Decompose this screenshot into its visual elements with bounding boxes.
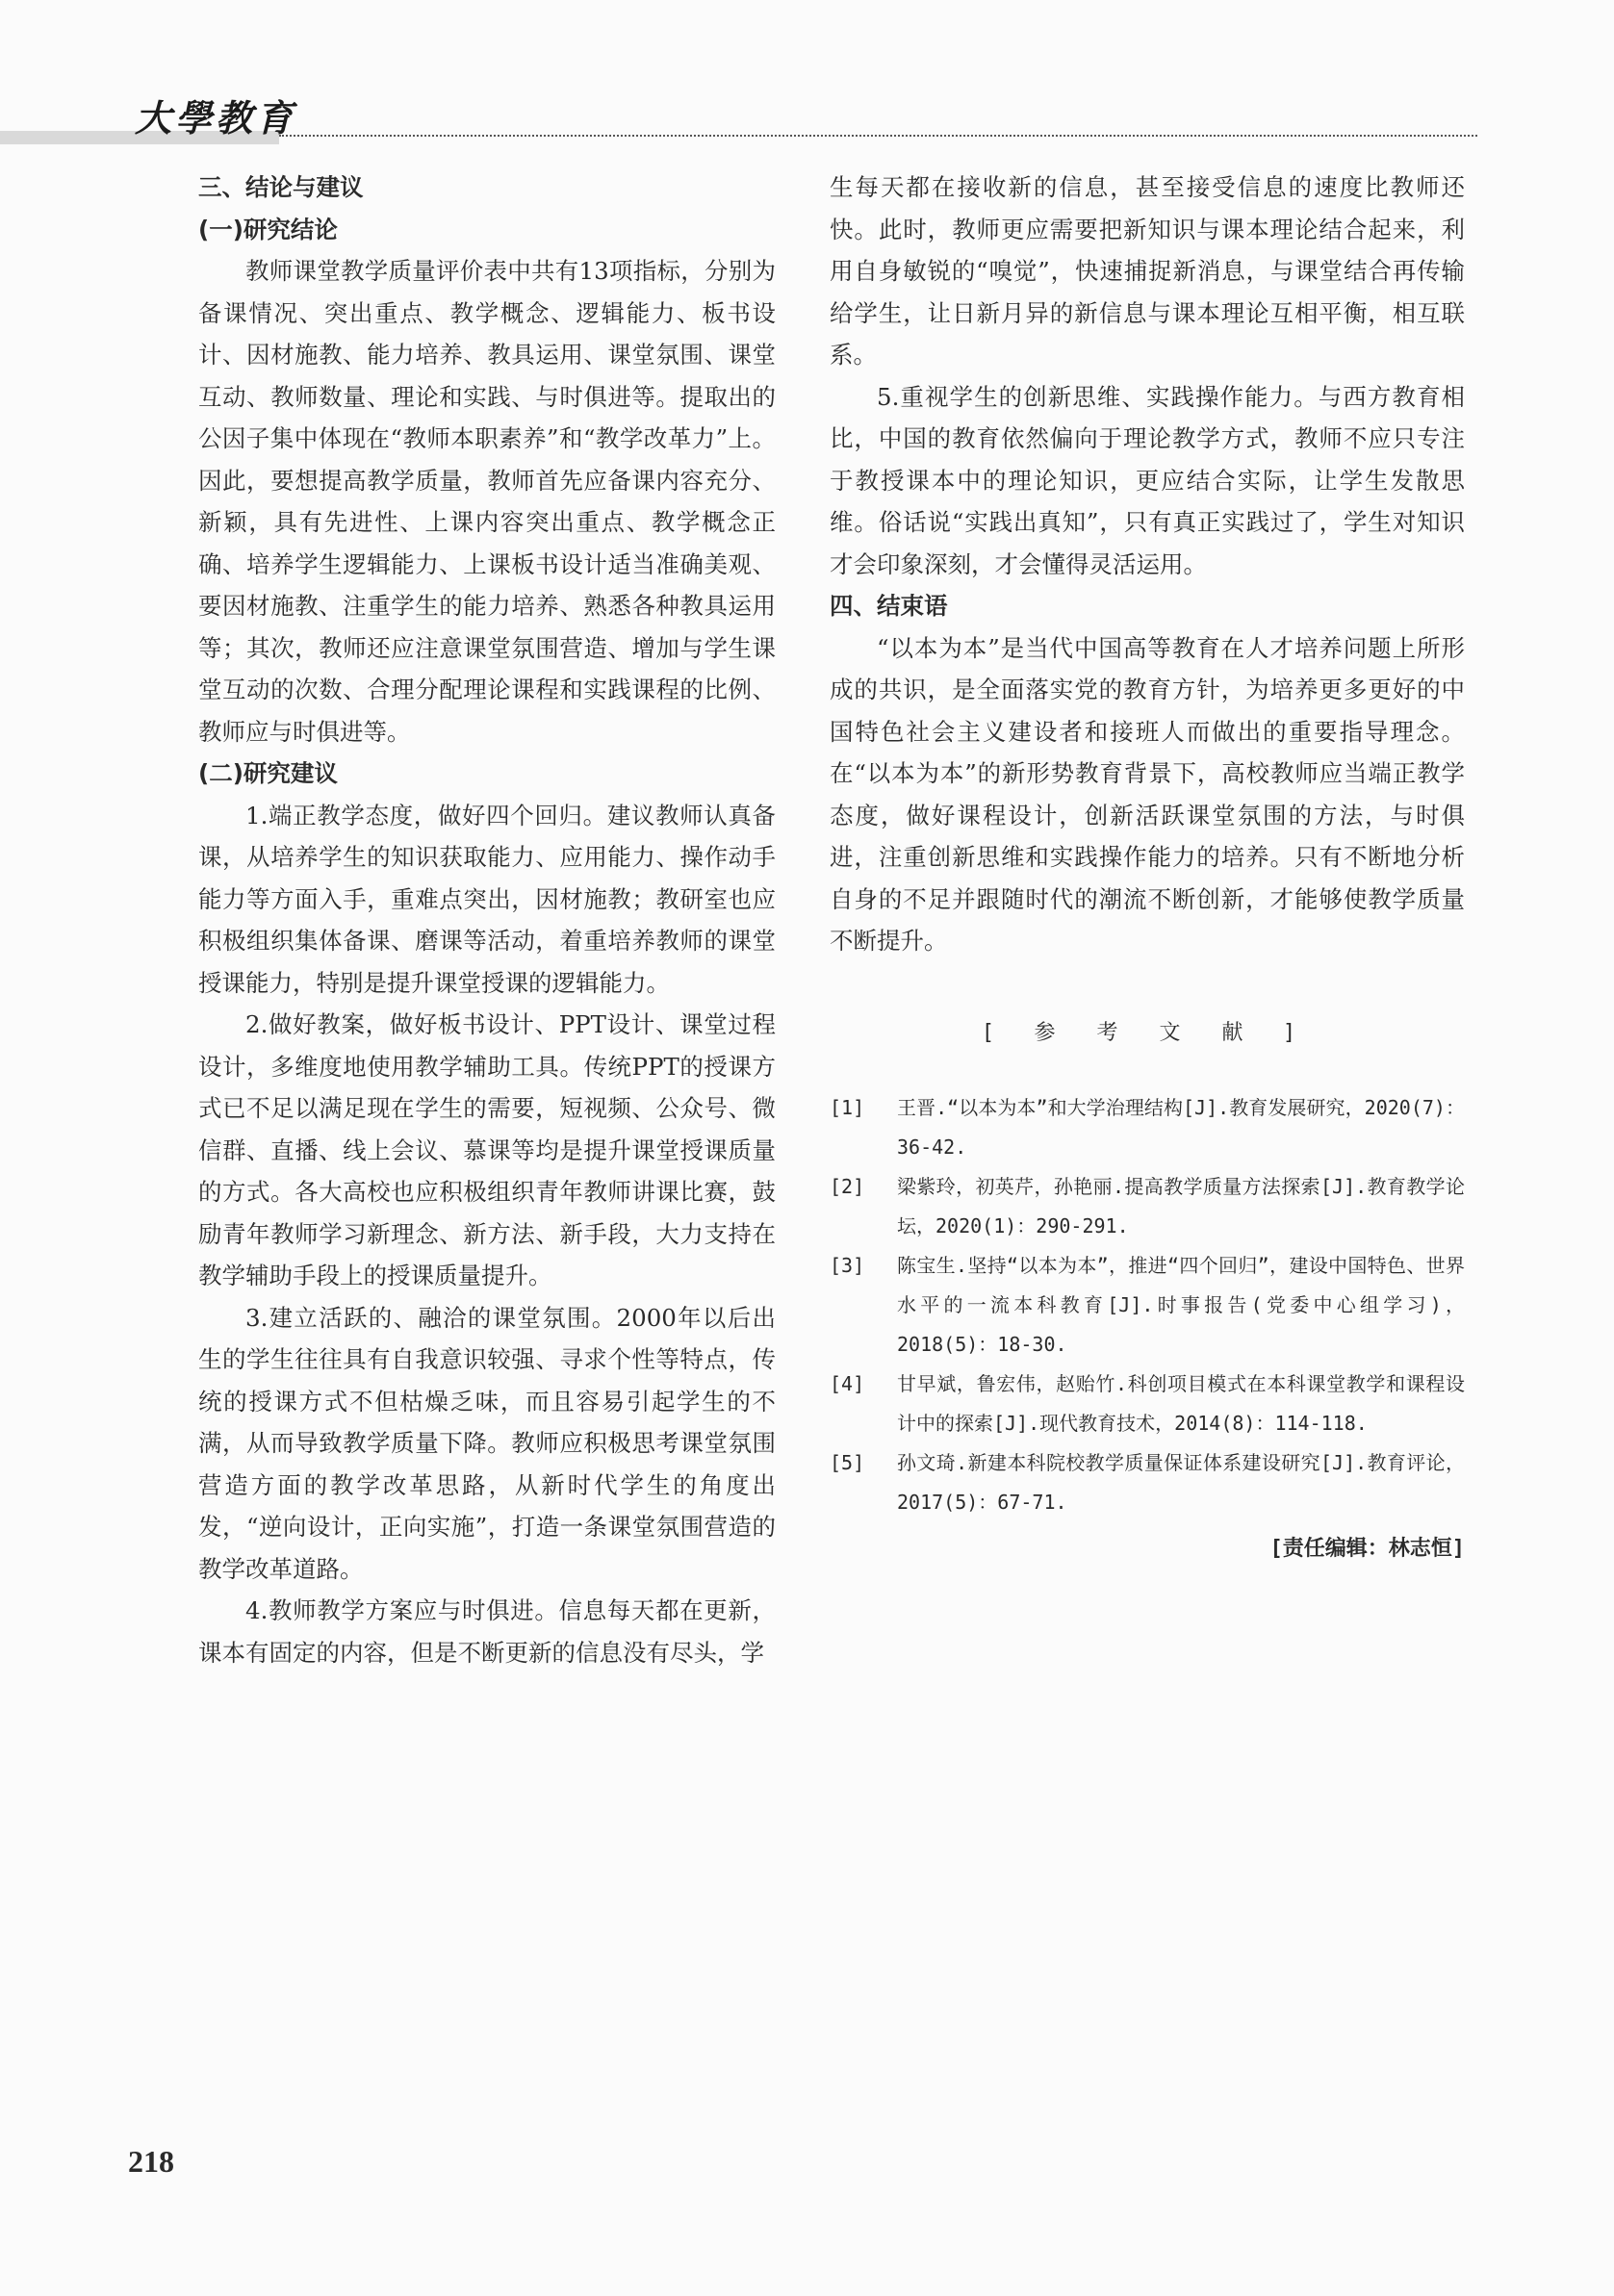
subsection-title-findings: (一)研究结论 — [198, 215, 338, 243]
paragraph: 教师课堂教学质量评价表中共有13项指标，分别为备课情况、突出重点、教学概念、逻辑能力、板书设计、因材施教、能力培养、教具运用、课堂氛围、课堂互动、教师数量、理论和实践、与时俱进等。提取出的公因子集中体现在“教师本职素养”和“教学改革力”上。因此，要想提高教学质量，教师首先应备课内容充分、新颖，具有先进性、上课内容突出重点、教学概念正确、培养学生逻辑能力、上课板书设计适当准确美观、要因材施教、注重学生的能力培养、熟悉各种教具运用等；其次，教师还应注意课堂氛围营造、增加与学生课堂互动的次数、合理分配理论课程和实践课程的比例、教师应与时俱进等。 — [198, 257, 776, 746]
reference-text: 王晋.“以本为本”和大学治理结构[J].教育发展研究，2020(7)：36-42. — [897, 1096, 1465, 1159]
paragraph: 4.教师教学方案应与时俱进。信息每天都在更新，课本有固定的内容，但是不断更新的信息没有尽头，学 — [198, 1596, 776, 1667]
section-title-conclusions: 三、结论与建议 — [198, 173, 364, 201]
reference-number: [1] — [830, 1096, 865, 1119]
journal-title: 大學教育 — [135, 96, 297, 140]
page-number: 218 — [128, 2144, 174, 2179]
reference-text: 孙文琦.新建本科院校教学质量保证体系建设研究[J].教育评论，2017(5)：67-71. — [897, 1451, 1465, 1514]
paragraph: 2.做好教案，做好板书设计、PPT设计、课堂过程设计，多维度地使用教学辅助工具。传统PPT的授课方式已不足以满足现在学生的需要，短视频、公众号、微信群、直播、线上会议、慕课等均是提升课堂授课质量的方式。各大高校也应积极组织青年教师讲课比赛，鼓励青年教师学习新理念、新方法、新手段，大力支持在教学辅助手段上的授课质量提升。 — [198, 1010, 776, 1289]
reference-number: [5] — [830, 1451, 865, 1474]
responsible-editor: [责任编辑：林志恒] — [1269, 1537, 1465, 1561]
paragraph-continued: 生每天都在接收新的信息，甚至接受信息的速度比教师还快。此时，教师更应需要把新知识与课本理论结合起来，利用自身敏锐的“嗅觉”，快速捕捉新消息，与课堂结合再传输给学生，让日新月异的新信息与课本理论互相平衡，相互联系。 — [830, 173, 1465, 369]
reference-text: 甘早斌，鲁宏伟，赵贻竹.科创项目模式在本科课堂教学和课程设计中的探索[J].现代教育技术，2014(8)：114-118. — [897, 1372, 1465, 1435]
reference-text: 陈宝生.坚持“以本为本”，推进“四个回归”，建设中国特色、世界水平的一流本科教育[J].时事报告(党委中心组学习)，2018(5)：18-30. — [897, 1254, 1465, 1356]
paragraph: 3.建立活跃的、融洽的课堂氛围。2000年以后出生的学生往往具有自我意识较强、寻求个性等特点，传统的授课方式不但枯燥乏味，而且容易引起学生的不满，从而导致教学质量下降。教师应积极思考课堂氛围营造方面的教学改革思路，从新时代学生的角度出发，“逆向设计，正向实施”，打造一条课堂氛围营造的教学改革道路。 — [198, 1303, 776, 1583]
reference-item — [830, 1167, 1465, 1246]
reference-item — [830, 1365, 1465, 1443]
section-title-closing: 四、结束语 — [830, 592, 948, 620]
paragraph: 1.端正教学态度，做好四个回归。建议教师认真备课，从培养学生的知识获取能力、应用能力、操作动手能力等方面入手，重难点突出，因材施教；教研室也应积极组织集体备课、磨课等活动，着重培养教师的课堂授课能力，特别是提升课堂授课的逻辑能力。 — [198, 801, 776, 997]
paragraph: “以本为本”是当代中国高等教育在人才培养问题上所形成的共识，是全面落实党的教育方针，为培养更多更好的中国特色社会主义建设者和接班人而做出的重要指导理念。在“以本为本”的新形势教育背景下，高校教师应当端正教学态度，做好课程设计，创新活跃课堂氛围的方法，与时俱进，注重创新思维和实践操作能力的培养。只有不断地分析自身的不足并跟随时代的潮流不断创新，才能够使教学质量不断提升。 — [830, 633, 1465, 955]
reference-item — [830, 1088, 1465, 1167]
reference-item — [830, 1246, 1465, 1365]
paragraph: 5.重视学生的创新思维、实践操作能力。与西方教育相比，中国的教育依然偏向于理论教学方式，教师不应只专注于教授课本中的理论知识，更应结合实际，让学生发散思维。俗话说“实践出真知”，只有真正实践过了，学生对知识才会印象深刻，才会懂得灵活运用。 — [830, 382, 1465, 578]
left-column — [198, 166, 776, 1673]
reference-item — [830, 1443, 1465, 1522]
right-column — [830, 166, 1465, 1570]
reference-number: [4] — [830, 1372, 865, 1395]
reference-number: [2] — [830, 1175, 865, 1198]
subsection-title-suggestions: (二)研究建议 — [198, 759, 338, 787]
reference-number: [3] — [830, 1254, 865, 1277]
reference-text: 梁紫玲，初英芹，孙艳丽.提高教学质量方法探索[J].教育教学论坛，2020(1)：290-291. — [897, 1175, 1465, 1237]
references-title: [ 参 考 文 献 ] — [984, 1020, 1311, 1045]
page-header — [0, 89, 1614, 146]
header-dotted-rule — [279, 135, 1477, 137]
